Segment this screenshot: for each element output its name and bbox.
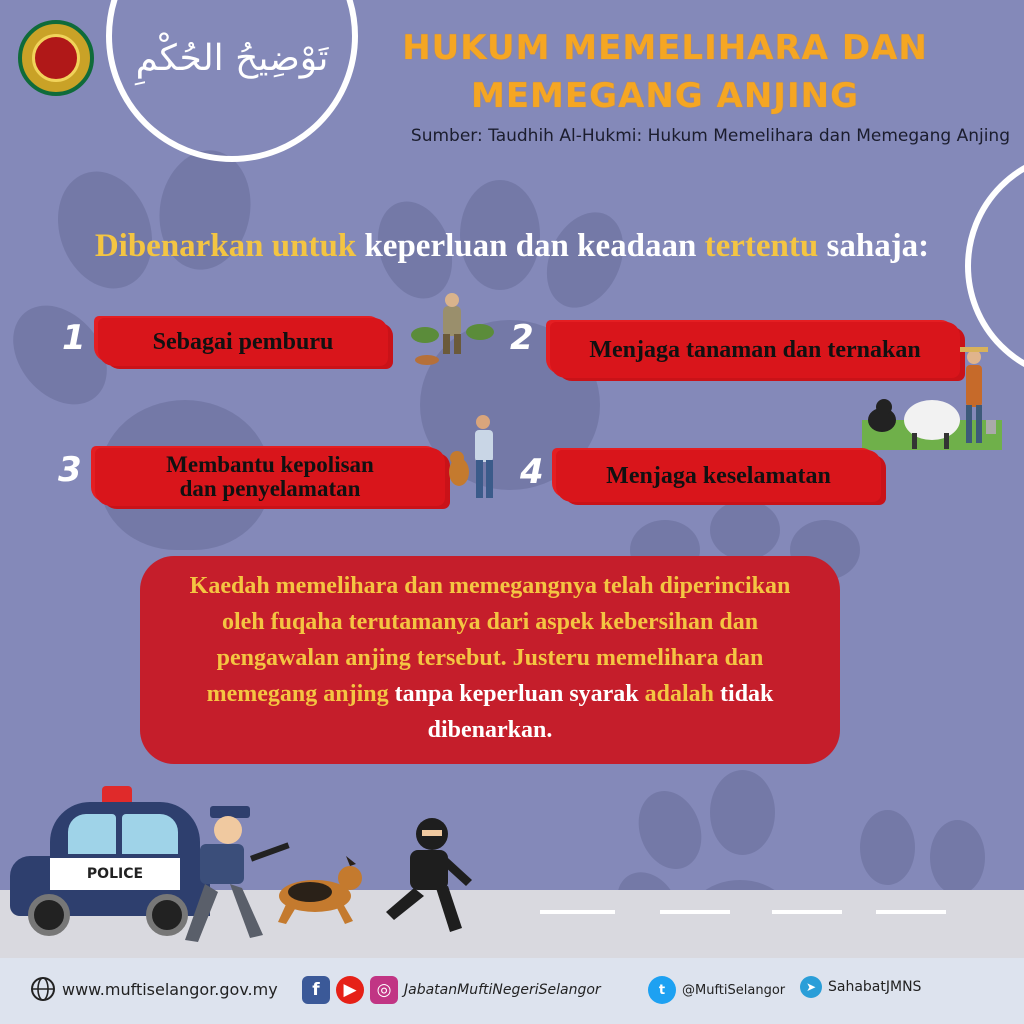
hunter-illustration [405, 290, 500, 370]
road-lane-marking [772, 910, 842, 914]
callout-text-yellow: Kaedah memelihara dan memegangnya telah diperincikan oleh fuqaha terutamanya dari aspek kebersihan dan pengawalan anjing tersebut. Justeru memelihara dan memegang anjing [189, 573, 791, 707]
police-dog-handler-illustration [445, 410, 510, 505]
telegram-handle: SahabatJMNS [828, 979, 922, 995]
callout-text-white: tanpa keperluan syarak [394, 681, 639, 707]
twitter-link[interactable] [648, 976, 785, 1004]
item-number-2: 2 [510, 318, 534, 358]
youtube-icon[interactable]: ▶ [336, 976, 364, 1004]
police-chase-illustration [160, 800, 480, 950]
intro-word: keperluan dan keadaan [364, 228, 697, 264]
arabic-title: تَوْضِيحُ الحُكْمِ [135, 38, 329, 79]
ruling-callout [140, 556, 840, 764]
footer-bar [0, 958, 1024, 1024]
page-title [380, 24, 950, 120]
item-label-3 [95, 448, 445, 506]
twitter-icon: t [648, 976, 676, 1004]
website-link[interactable] [30, 976, 278, 1002]
item-label-2: Menjaga tanaman dan ternakan [550, 322, 960, 378]
callout-text-yellow: adalah [644, 681, 715, 707]
item-number-1: 1 [62, 318, 86, 358]
item-label-4: Menjaga keselamatan [556, 450, 881, 502]
road-lane-marking [540, 910, 615, 914]
telegram-link[interactable] [800, 976, 921, 998]
intro-word: untuk [271, 228, 357, 264]
callout-text-white: tidak dibenarkan. [427, 681, 774, 743]
intro-word: sahaja: [826, 228, 930, 264]
intro-word: tertentu [704, 228, 819, 264]
item-label-3-line-2: dan penyelamatan [179, 476, 361, 501]
social-handle: JabatanMuftiNegeriSelangor [404, 982, 601, 998]
social-links [302, 976, 601, 1004]
telegram-icon: ➤ [800, 976, 822, 998]
item-label-3-line-1: Membantu kepolisan [166, 452, 374, 477]
instagram-icon[interactable]: ◎ [370, 976, 398, 1004]
intro-word: Dibenarkan [94, 228, 264, 264]
twitter-handle: @MuftiSelangor [682, 982, 786, 998]
source-citation: Sumber: Taudhih Al-Hukmi: Hukum Memelihara dan Memegang Anjing [410, 126, 1010, 146]
title-line-1: HUKUM MEMELIHARA DAN [402, 28, 928, 68]
police-car-label: POLICE [50, 858, 180, 890]
title-line-2: MEMEGANG ANJING [471, 76, 859, 116]
road-lane-marking [876, 910, 946, 914]
website-url: www.muftiselangor.gov.my [62, 979, 278, 999]
item-label-1: Sebagai pemburu [98, 318, 388, 366]
item-number-4: 4 [520, 452, 544, 492]
globe-icon [30, 976, 56, 1002]
decorative-ring [106, 0, 358, 162]
item-number-3: 3 [58, 450, 82, 490]
farmer-sheep-illustration [862, 345, 1002, 460]
agency-seal-logo [18, 20, 94, 96]
facebook-icon[interactable]: f [302, 976, 330, 1004]
intro-heading [0, 228, 1024, 265]
road-lane-marking [660, 910, 730, 914]
